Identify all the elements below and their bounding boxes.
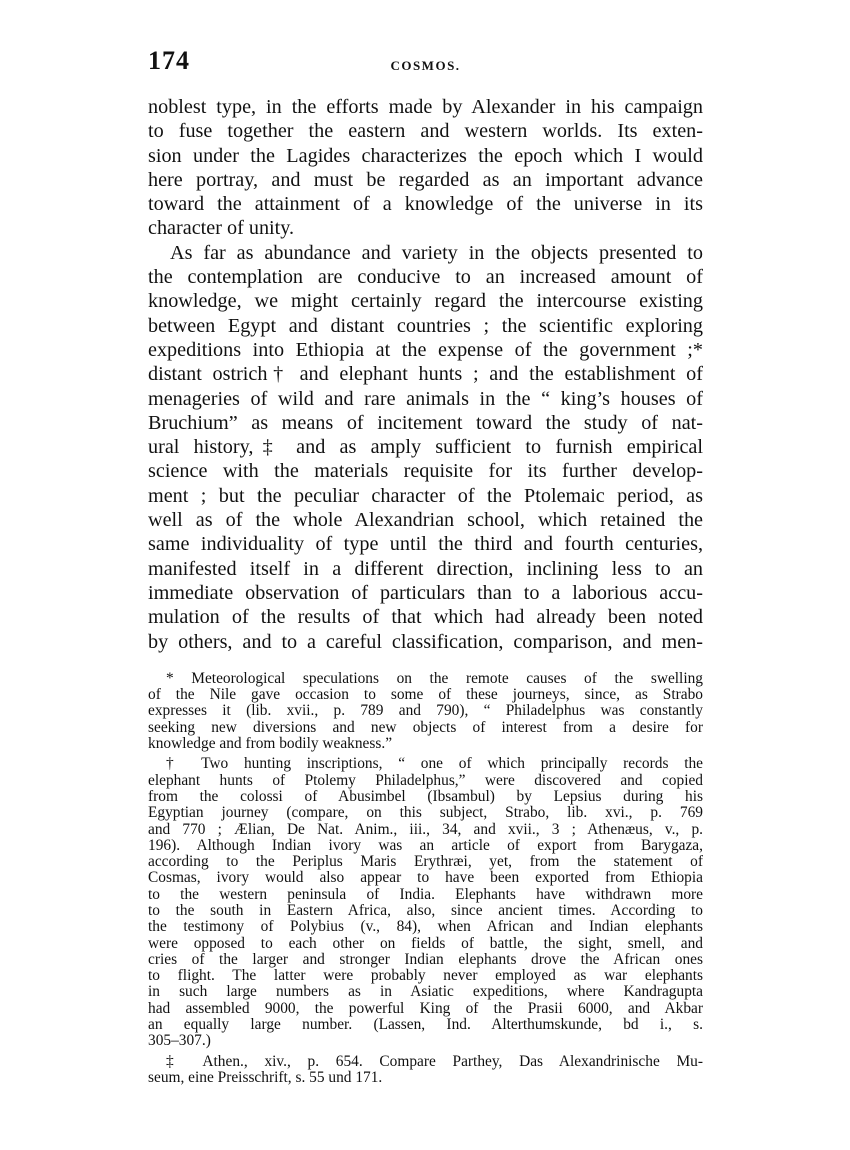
body-line: ment ; but the peculiar character of the Ptolemaic period, as	[148, 484, 703, 507]
footnote-line: † Two hunting inscriptions, “ one of which principally records the	[166, 756, 703, 773]
body-line: immediate observation of particulars than to a laborious accu-	[148, 581, 703, 604]
body-text	[148, 95, 703, 654]
body-line: here portray, and must be regarded as an important advance	[148, 168, 703, 191]
body-line: knowledge, we might certainly regard the intercourse existing	[148, 290, 703, 313]
footnote-line: and 770 ; Ælian, De Nat. Anim., iii., 34, and xvii., 3 ; Athenæus, v., p.	[148, 821, 703, 838]
footnote-line: had assembled 9000, the powerful King of the Prasii 6000, and Akbar	[148, 1000, 703, 1017]
body-line: expeditions into Ethiopia at the expense of the government ;*	[148, 338, 703, 361]
footnote-line: an equally large number. (Lassen, Ind. Alterthumskunde, bd i., s.	[148, 1017, 703, 1034]
body-line: the contemplation are conducive to an increased amount of	[148, 266, 703, 289]
footnote-line: ‡ Athen., xiv., p. 654. Compare Parthey, Das Alexandrinische Mu-	[166, 1053, 703, 1070]
footnote-line: to the south in Eastern Africa, also, since ancient times. According to	[148, 902, 703, 919]
footnote-line: Cosmas, ivory would also appear to have been exported from Ethiopia	[148, 870, 703, 887]
body-line: sion under the Lagides characterizes the epoch which I would	[148, 144, 703, 167]
body-line: ural history,‡ and as amply sufficient to furnish empirical	[148, 436, 703, 459]
footnote-line: were opposed to each other on fields of battle, the sight, smell, and	[148, 935, 703, 952]
footnote-line: from the colossi of Abusimbel (Ibsambul) by Lepsius during his	[148, 788, 703, 805]
footnote-line: the testimony of Polybius (v., 84), when African and Indian elephants	[148, 919, 703, 936]
running-head	[148, 40, 703, 80]
footnote-line: to the western peninsula of India. Elephants have withdrawn more	[148, 886, 703, 903]
footnote-line: 305–307.)	[148, 1033, 211, 1050]
body-line: Bruchium” as means of incitement toward the study of nat-	[148, 411, 703, 434]
footnote-line: elephant hunts of Ptolemy Philadelphus,” were discovered and copied	[148, 772, 703, 789]
footnote-line: according to the Periplus Maris Erythræi, yet, from the statement of	[148, 854, 703, 871]
body-line: As far as abundance and variety in the objects presented to	[170, 241, 703, 264]
footnote-line: knowledge and from bodily weakness.”	[148, 736, 393, 753]
footnote-line: Egyptian journey (compare, on this subject, Strabo, lib. xvi., p. 769	[148, 805, 703, 822]
footnote-line: of the Nile gave occasion to some of these journeys, since, as Strabo	[148, 687, 703, 704]
footnote-line: cries of the larger and stronger Indian elephants drove the African ones	[148, 951, 703, 968]
body-line: manifested itself in a different direction, inclining less to an	[148, 557, 703, 580]
body-line: character of unity.	[148, 217, 295, 240]
running-title: COSMOS.	[390, 58, 461, 73]
body-line: noblest type, in the efforts made by Alexander in his campaign	[148, 96, 703, 118]
footnote-line: seeking new diversions and new objects of interest from a desire for	[148, 719, 703, 736]
footnote-double-dagger	[148, 1054, 703, 1087]
body-line: mulation of the results of that which had already been noted	[148, 606, 703, 629]
book-page	[148, 40, 703, 1086]
footnote-line: seum, eine Preisschrift, s. 55 und 171.	[148, 1069, 383, 1086]
footnote-line: to flight. The latter were probably never employed as war elephants	[148, 968, 703, 985]
body-line: by others, and to a careful classification, comparison, and men-	[148, 630, 703, 653]
body-line: science with the materials requisite for its further develop-	[148, 460, 703, 483]
body-line: toward the attainment of a knowledge of the universe in its	[148, 193, 703, 216]
footnotes	[148, 671, 703, 1086]
footnote-asterisk	[148, 671, 703, 752]
footnote-line: * Meteorological speculations on the remote causes of the swelling	[166, 670, 703, 687]
body-line: same individuality of type until the third and fourth centuries,	[148, 533, 703, 556]
body-line: between Egypt and distant countries ; the scientific exploring	[148, 314, 703, 337]
footnote-line: expresses it (lib. xvii., p. 789 and 790), “ Philadelphus was constantly	[148, 703, 703, 720]
footnote-dagger	[148, 756, 703, 1049]
body-line: distant ostrich† and elephant hunts ; and the establishment of	[148, 363, 703, 386]
body-line: well as of the whole Alexandrian school, which retained the	[148, 509, 703, 532]
body-line: menageries of wild and rare animals in the “ king’s houses of	[148, 387, 703, 410]
footnote-line: in such large numbers as in Asiatic expeditions, where Kandragupta	[148, 984, 703, 1001]
footnote-line: 196). Although Indian ivory was an article of export from Barygaza,	[148, 837, 703, 854]
page-number: 174	[148, 46, 190, 75]
body-line: to fuse together the eastern and western worlds. Its exten-	[148, 120, 703, 143]
